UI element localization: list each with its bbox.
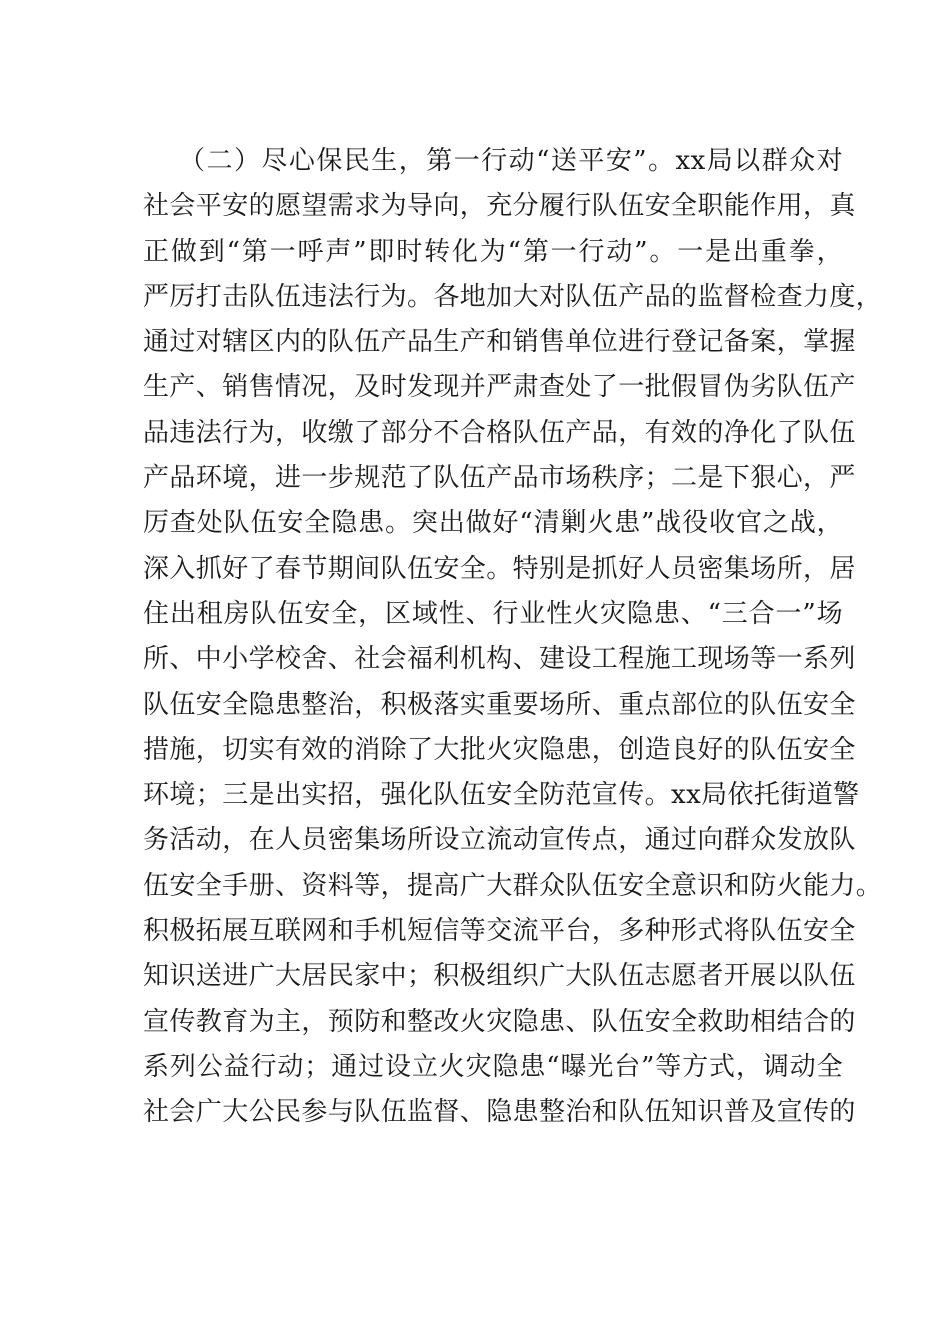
paragraph-line: 队伍安全隐患整治，积极落实重要场所、重点部位的队伍安全 [143,689,856,720]
paragraph-line: 产品环境，进一步规范了队伍产品市场秩序；二是下狠心，严 [143,463,856,494]
paragraph-line: 务活动，在人员密集场所设立流动宣传点，通过向群众发放队 [143,825,856,856]
paragraph-line: 宣传教育为主，预防和整改火灾隐患、队伍安全救助相结合的 [143,1006,856,1037]
paragraph-line: 严厉打击队伍违法行为。各地加大对队伍产品的监督检查力度， [143,281,883,312]
paragraph-line: 社会广大公民参与队伍监督、隐患整治和队伍知识普及宣传的 [143,1097,856,1128]
paragraph-line: 正做到“第一呼声”即时转化为“第一行动”。一是出重拳， [143,236,843,267]
paragraph-line: 社会平安的愿望需求为导向，充分履行队伍安全职能作用，真 [143,191,856,222]
paragraph-line: 措施，切实有效的消除了大批火灾隐患，创造良好的队伍安全 [143,734,856,765]
paragraph-line: 环境；三是出实招，强化队伍安全防范宣传。xx局依托街道警 [143,780,860,811]
paragraph-line: 深入抓好了春节期间队伍安全。特别是抓好人员密集场所，居 [143,553,856,584]
paragraph-line: 系列公益行动；通过设立火灾隐患“曝光台”等方式，调动全 [143,1051,843,1082]
paragraph-line: 所、中小学校舍、社会福利机构、建设工程施工现场等一系列 [143,644,856,675]
paragraph-line: 知识送进广大居民家中；积极组织广大队伍志愿者开展以队伍 [143,961,856,992]
paragraph-line: 积极拓展互联网和手机短信等交流平台，多种形式将队伍安全 [143,916,856,947]
body-paragraph [143,139,883,1136]
paragraph-line: 生产、销售情况，及时发现并严肃查处了一批假冒伪劣队伍产 [143,372,856,403]
paragraph-line: 品违法行为，收缴了部分不合格队伍产品，有效的净化了队伍 [143,417,856,448]
paragraph-line: 通过对辖区内的队伍产品生产和销售单位进行登记备案，掌握 [143,327,856,358]
paragraph-line: 伍安全手册、资料等，提高广大群众队伍安全意识和防火能力。 [143,870,883,901]
paragraph-line: 厉查处队伍安全隐患。突出做好“清剿火患”战役收官之战， [143,508,843,539]
paragraph-line: （二）尽心保民生，第一行动“送平安”。xx局以群众对 [179,146,843,176]
paragraph-line: 住出租房队伍安全，区域性、行业性火灾隐患、“三合一”场 [143,598,843,629]
